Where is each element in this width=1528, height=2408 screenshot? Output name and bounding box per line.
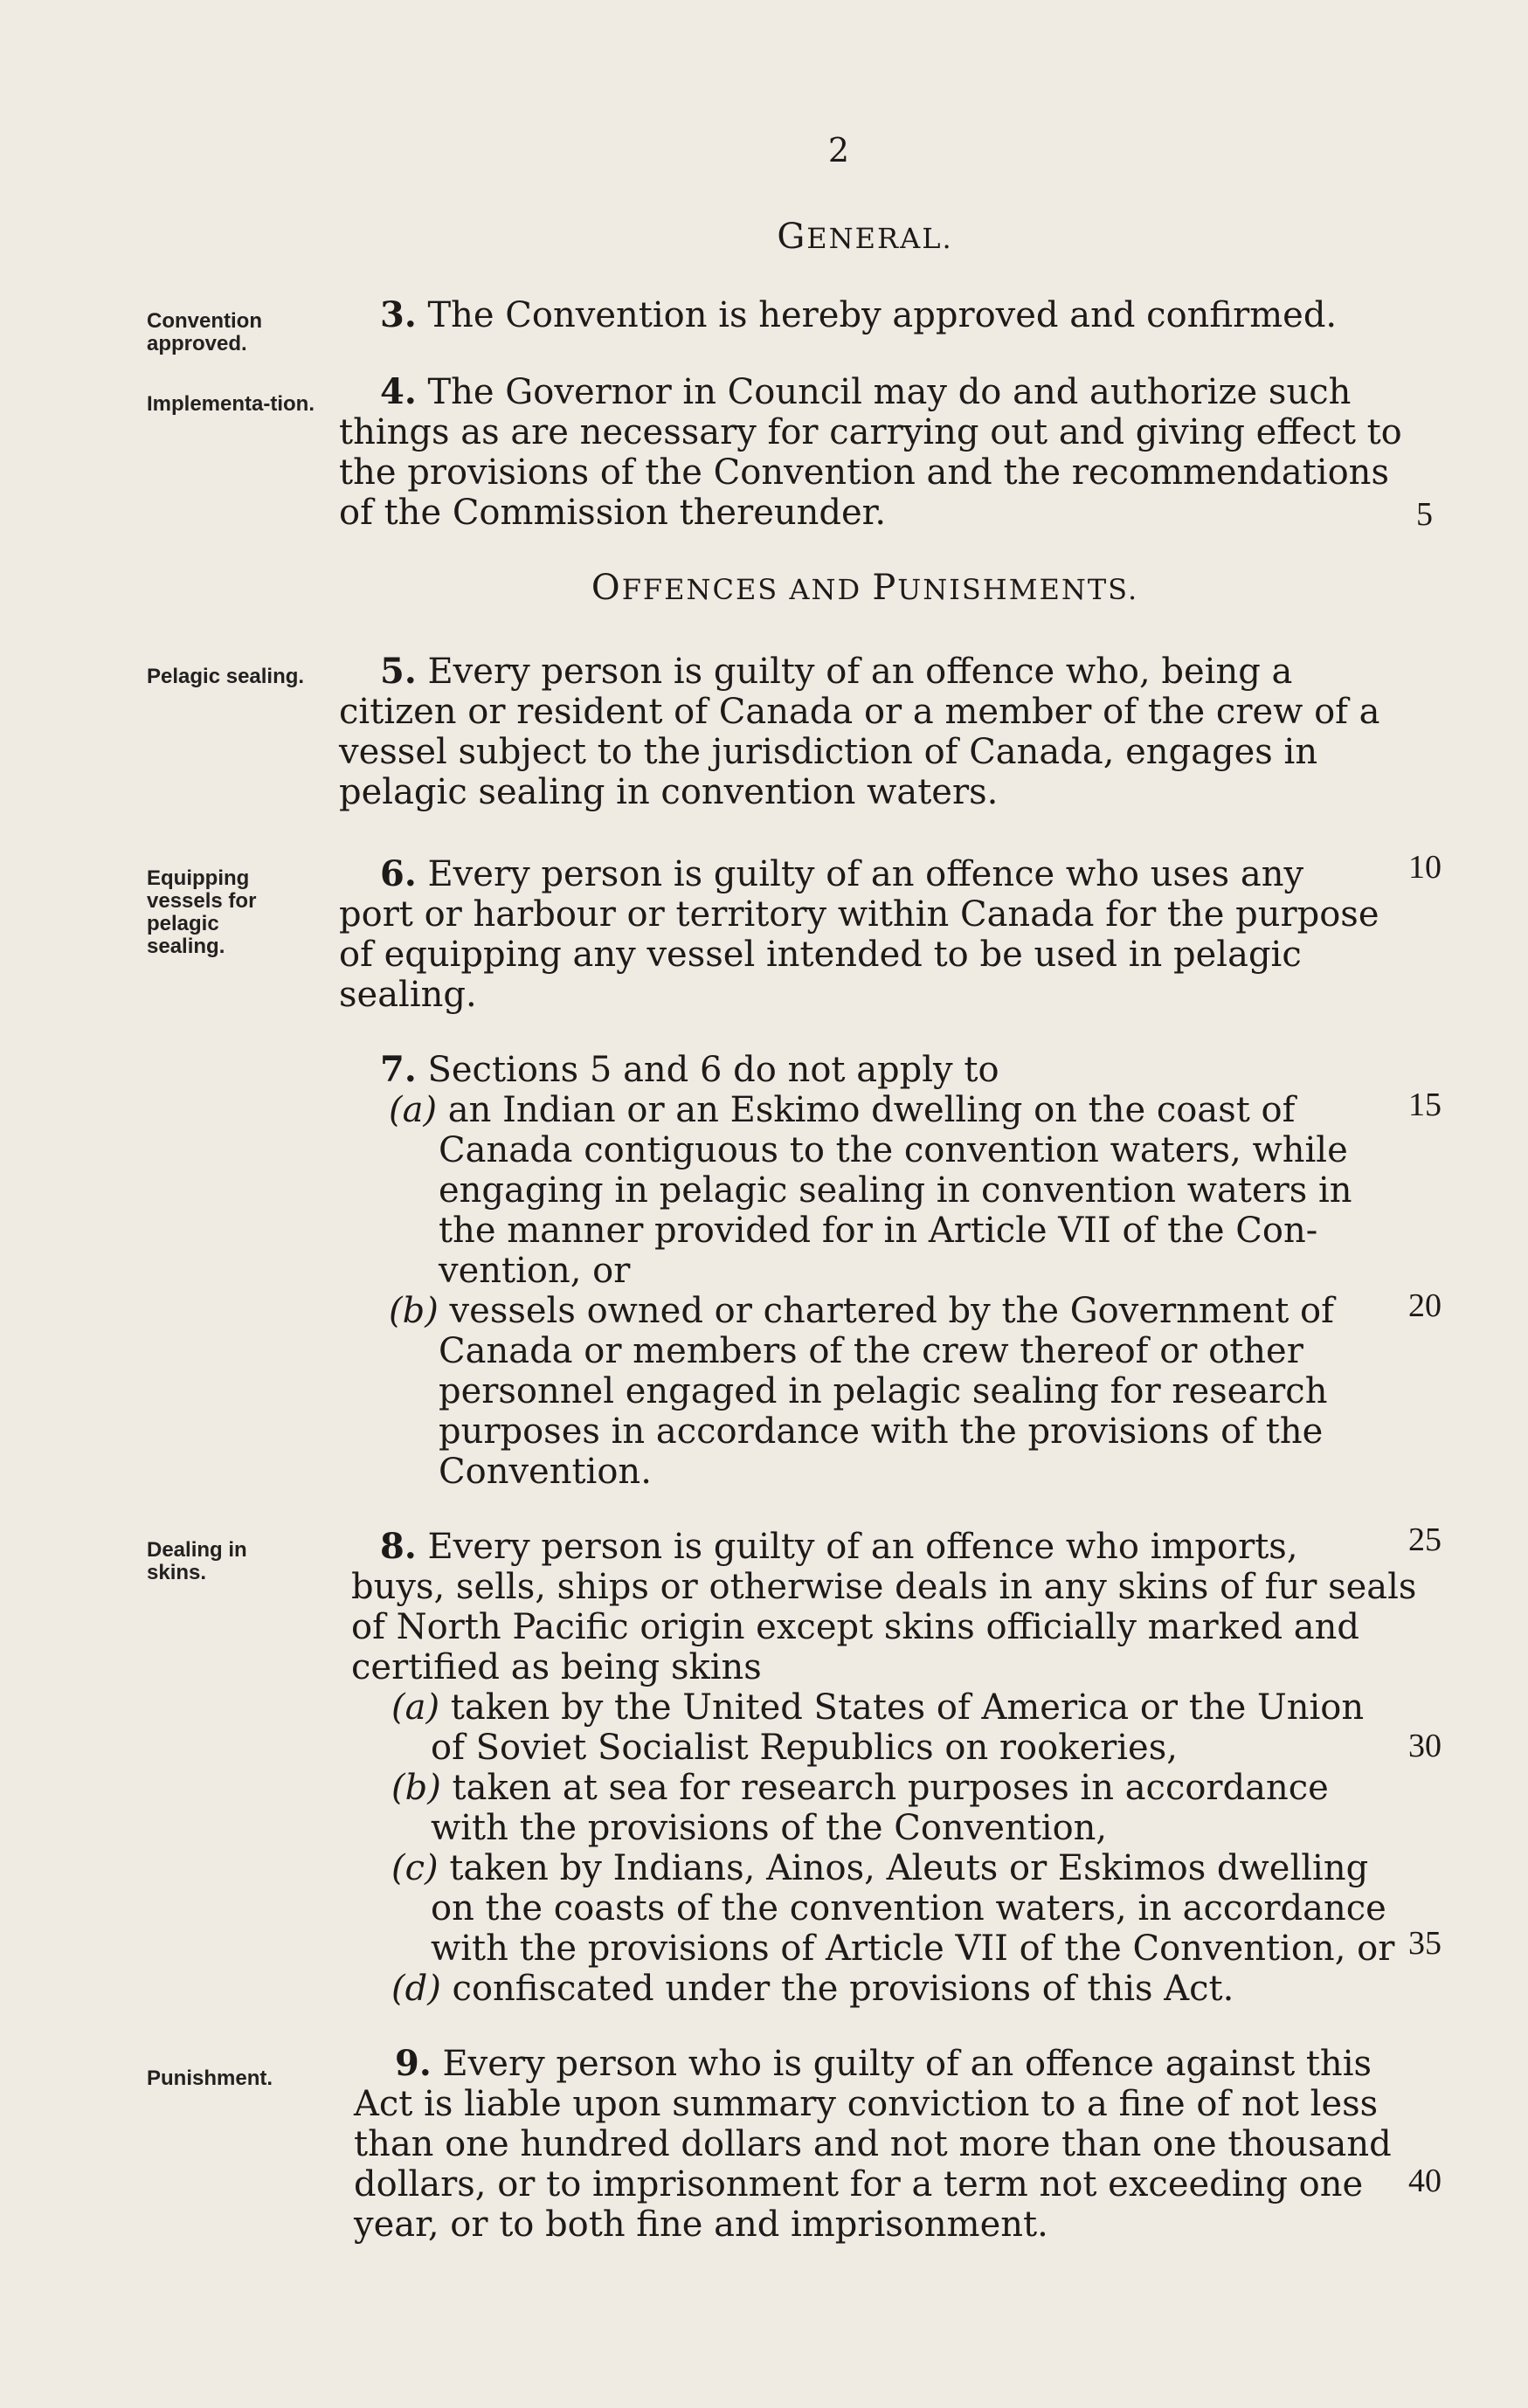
heading-offences-rest1: FFENCES AND — [621, 573, 873, 606]
section-8-line-4: certified as being skins — [351, 1647, 762, 1687]
section-4-line-1-text: The Governor in Council may do and authorize such — [416, 372, 1352, 412]
section-8-para-c-line-1 — [391, 1848, 1368, 1888]
margin-note-pelagic-sealing: Pelagic sealing. — [147, 665, 305, 688]
section-8-line-2: buys, sells, ships or otherwise deals in any skins of fur seals — [351, 1567, 1417, 1607]
heading-offences-cap1: O — [591, 568, 622, 608]
section-7-para-a-line-1 — [389, 1090, 1295, 1130]
margin-note-equipping-vessels: Equipping vessels for pelagic sealing. — [147, 866, 257, 958]
section-8-para-b-label: (b) — [391, 1768, 441, 1808]
section-7-para-b-line-3: personnel engaged in pelagic sealing for research — [439, 1371, 1328, 1411]
section-8-para-b-line-1-text: taken at sea for research purposes in accordance — [440, 1768, 1329, 1808]
section-9-line-3: than one hundred dollars and not more than one thousand — [354, 2124, 1392, 2164]
section-8-para-a-label: (a) — [391, 1687, 440, 1728]
section-9-line-1 — [395, 2044, 1372, 2084]
section-8-para-c-label: (c) — [391, 1848, 439, 1888]
section-9-line-1-text: Every person who is guilty of an offence against this — [431, 2044, 1372, 2084]
section-7-para-a-label: (a) — [389, 1090, 438, 1130]
section-8-number: 8. — [380, 1526, 417, 1567]
section-7-para-a-line-5: vention, or — [439, 1251, 631, 1291]
section-3-number: 3. — [380, 294, 417, 335]
section-8-para-c-line-1-text: taken by Indians, Ainos, Aleuts or Eskimos dwelling — [438, 1848, 1369, 1888]
section-7-para-b-line-2: Canada or members of the crew thereof or other — [439, 1331, 1303, 1371]
section-5-line-2: citizen or resident of Canada or a member of the crew of a — [339, 692, 1380, 732]
section-8-line-1 — [380, 1527, 1298, 1567]
line-number: 40 — [1408, 2163, 1442, 2199]
line-number: 10 — [1408, 849, 1442, 886]
section-7-para-b-label: (b) — [389, 1291, 439, 1331]
heading-general-rest: ENERAL. — [806, 222, 953, 255]
section-6-line-2: port or harbour or territory within Canada for the purpose — [339, 894, 1379, 935]
margin-note-convention-approved: Convention approved. — [147, 309, 262, 355]
line-number: 15 — [1408, 1087, 1442, 1123]
section-7-para-b-line-1 — [389, 1291, 1334, 1331]
section-5-line-1 — [380, 652, 1292, 692]
line-number: 35 — [1408, 1925, 1442, 1962]
section-9-line-4: dollars, or to imprisonment for a term not exceeding one — [354, 2164, 1364, 2204]
section-3 — [380, 295, 1337, 335]
margin-note-dealing-in-skins: Dealing in skins. — [147, 1538, 247, 1584]
section-8-para-a-line-1 — [391, 1687, 1364, 1728]
section-8-para-b-line-2: with the provisions of the Convention, — [431, 1808, 1108, 1848]
section-8-para-b-line-1 — [391, 1768, 1329, 1808]
section-5-number: 5. — [380, 651, 417, 692]
section-6-line-1-text: Every person is guilty of an offence who uses any — [416, 854, 1304, 894]
section-8-para-d-line-1 — [391, 1969, 1234, 2009]
margin-note-punishment: Punishment. — [147, 2066, 273, 2090]
page-number: 2 — [827, 131, 850, 169]
section-6-number: 6. — [380, 853, 417, 894]
section-7-para-a-line-3: engaging in pelagic sealing in convention waters in — [439, 1170, 1352, 1211]
section-8-para-a-line-2: of Soviet Socialist Republics on rookeries, — [431, 1728, 1178, 1768]
section-3-text: The Convention is hereby approved and confirmed. — [416, 295, 1338, 335]
section-8-para-c-line-2: on the coasts of the convention waters, in accordance — [431, 1888, 1386, 1928]
section-8-para-c-line-3: with the provisions of Article VII of the Convention, or — [431, 1928, 1395, 1969]
section-8-para-d-label: (d) — [391, 1969, 441, 2009]
section-7-para-a-line-2: Canada contiguous to the convention waters, while — [439, 1130, 1348, 1170]
section-7-number: 7. — [380, 1049, 417, 1090]
section-4-number: 4. — [380, 371, 417, 412]
line-number: 25 — [1408, 1521, 1442, 1558]
line-number: 20 — [1408, 1287, 1442, 1324]
section-8-line-3: of North Pacific origin except skins officially marked and — [351, 1607, 1360, 1647]
section-5-line-3: vessel subject to the jurisdiction of Canada, engages in — [339, 732, 1318, 772]
section-7-line-1-text: Sections 5 and 6 do not apply to — [416, 1050, 999, 1090]
section-8-line-1-text: Every person is guilty of an offence who imports, — [416, 1527, 1298, 1567]
section-8-para-d-line-1-text: confiscated under the provisions of this Act. — [440, 1969, 1234, 2009]
section-4-line-2: things as are necessary for carrying out and giving effect to — [339, 412, 1402, 452]
section-9-number: 9. — [395, 2043, 432, 2084]
section-8-para-a-line-1-text: taken by the United States of America or the Union — [439, 1687, 1365, 1728]
heading-general-cap: G — [777, 217, 807, 257]
section-7-line-1 — [380, 1050, 999, 1090]
section-6-line-3: of equipping any vessel intended to be used in pelagic — [339, 935, 1302, 975]
section-6-line-4: sealing. — [339, 975, 477, 1015]
section-9-line-5: year, or to both fine and imprisonment. — [354, 2204, 1048, 2245]
section-7-para-b-line-4: purposes in accordance with the provisions of the — [439, 1411, 1324, 1452]
heading-offences-rest2: UNISHMENTS. — [897, 573, 1139, 606]
heading-offences-cap2: P — [872, 568, 898, 608]
heading-offences — [332, 568, 1398, 608]
section-7-para-b-line-5: Convention. — [439, 1452, 652, 1492]
section-5-line-4: pelagic sealing in convention waters. — [339, 772, 999, 812]
margin-note-implementation: Implementa-tion. — [147, 392, 315, 416]
section-7-para-a-line-4: the manner provided for in Article VII of the Con- — [439, 1211, 1318, 1251]
section-7-para-b-line-1-text: vessels owned or chartered by the Government of — [438, 1291, 1334, 1331]
section-4-line-4: of the Commission thereunder. — [339, 493, 887, 533]
line-number: 30 — [1408, 1728, 1442, 1764]
section-4-line-1 — [380, 372, 1351, 412]
section-5-line-1-text: Every person is guilty of an offence who, being a — [416, 652, 1293, 692]
section-7-para-a-line-1-text: an Indian or an Eskimo dwelling on the coast of — [437, 1090, 1296, 1130]
section-9-line-2: Act is liable upon summary conviction to a fine of not less — [354, 2084, 1379, 2124]
section-6-line-1 — [380, 854, 1303, 894]
line-number: 5 — [1416, 496, 1433, 533]
section-4-line-3: the provisions of the Convention and the recommendations — [339, 452, 1389, 493]
heading-general — [332, 217, 1398, 257]
